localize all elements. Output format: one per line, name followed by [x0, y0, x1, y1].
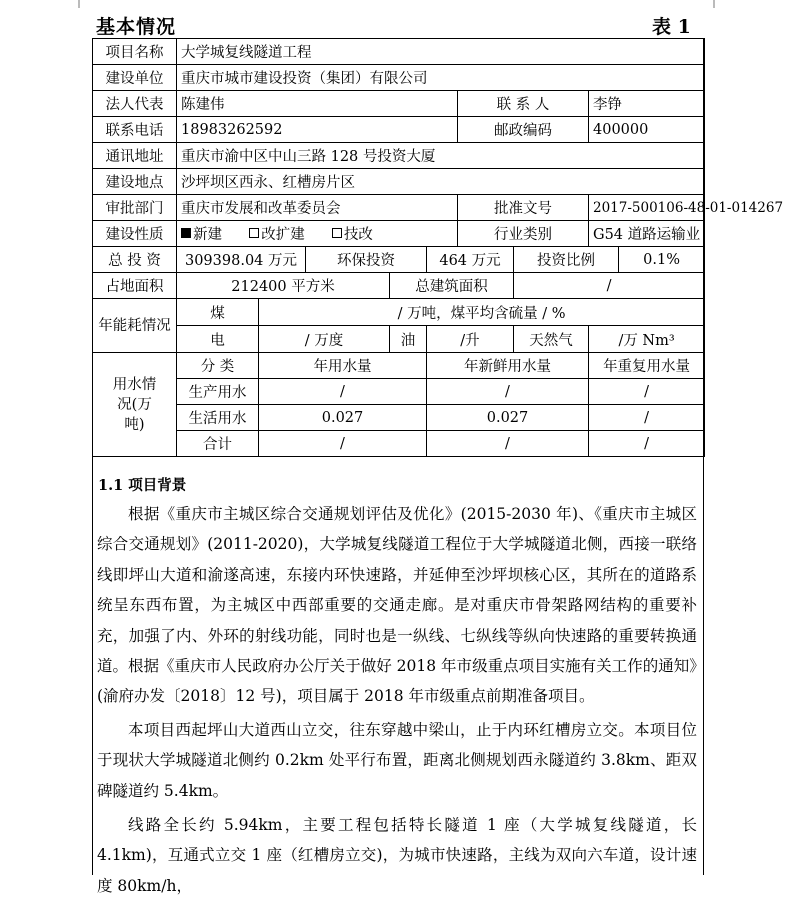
label-invest-ratio: 投资比例	[514, 247, 619, 273]
value-nature	[177, 221, 458, 247]
label-industry: 行业类别	[458, 221, 589, 247]
value-floor: /	[514, 273, 705, 299]
value-project-name: 大学城复线隧道工程	[177, 39, 705, 65]
label-gas: 天然气	[514, 326, 589, 353]
label-floor: 总建筑面积	[390, 273, 514, 299]
label-land: 占地面积	[93, 273, 177, 299]
table-row	[93, 169, 705, 195]
label-oil: 油	[390, 326, 427, 353]
table-row	[93, 353, 705, 379]
value-builder: 重庆市城市建设投资（集团）有限公司	[177, 65, 705, 91]
value-contact: 李铮	[589, 91, 705, 117]
water-cell: /	[427, 431, 589, 457]
table-row	[93, 143, 705, 169]
water-row-label: 生产用水	[177, 379, 259, 405]
label-contact: 联 系 人	[458, 91, 589, 117]
value-address: 重庆市渝中区中山三路 128 号投资大厦	[177, 143, 705, 169]
label-address: 通讯地址	[93, 143, 177, 169]
value-phone: 18983262592	[177, 117, 458, 143]
paragraph: 线路全长约 5.94km，主要工程包括特长隧道 1 座（大学城复线隧道，长 4.1km)，互通式立交 1 座（红槽房立交)，为城市快速路，主线为双向六车道，设计速度 80km/h，	[97, 816, 697, 895]
label-nature: 建设性质	[93, 221, 177, 247]
table-row	[93, 39, 705, 65]
water-cell: /	[427, 379, 589, 405]
value-env-invest: 464 万元	[427, 247, 514, 273]
water-cell: /	[589, 431, 705, 457]
nature-new: 新建	[193, 227, 222, 243]
water-head-reuse: 年重复用水量	[589, 353, 705, 379]
value-land: 212400 平方米	[177, 273, 390, 299]
table-row	[93, 405, 705, 431]
nature-tech: 技改	[343, 227, 373, 243]
checkbox-checked-icon	[181, 228, 191, 238]
water-head-fresh: 年新鲜用水量	[427, 353, 589, 379]
value-legal-rep: 陈建伟	[177, 91, 458, 117]
label-energy: 年能耗情况	[93, 299, 177, 353]
table-row	[93, 326, 705, 353]
table-number: 表 1	[652, 16, 691, 38]
table-row	[93, 91, 705, 117]
nature-expand: 改扩建	[261, 227, 305, 243]
value-approval-no: 2017-500106-48-01-014267	[589, 195, 705, 221]
water-cell: /	[589, 379, 705, 405]
value-gas: /万 Nm³	[589, 326, 705, 353]
paragraph: 根据《重庆市主城区综合交通规划评估及优化》(2015-2030 年)、《重庆市主城区综合交通规划》(2011-2020)，大学城复线隧道工程位于大学城隧道北侧，西接一联络线即坪山大道和渝遂高速，东接内环快速路，并延伸至沙坪坝核心区，其所在的道路系统呈东西布置，为主城区中西部重要的交通走廊。是对重庆市骨架路网结构的重要补充，加强了内、外环的射线功能，同时也是一纵线、七纵线等纵向快速路的重要转换通道。根据《重庆市人民政府办公厅关于做好 2018 年市级重点项目实施有关工作的通知》(渝府办发〔2018〕12 号)，项目属于 2018 年市级重点前期准备项目。	[97, 505, 697, 706]
section-heading: 1.1 项目背景	[98, 477, 187, 494]
margin-mark-left	[78, 0, 80, 8]
label-approval-dept: 审批部门	[93, 195, 177, 221]
margin-mark-right	[713, 0, 715, 8]
table-row	[93, 379, 705, 405]
value-postcode: 400000	[589, 117, 705, 143]
label-site: 建设地点	[93, 169, 177, 195]
water-head-category: 分 类	[177, 353, 259, 379]
table-row	[93, 221, 705, 247]
label-water: 用水情况(万吨)	[93, 353, 177, 457]
water-head-annual: 年用水量	[259, 353, 427, 379]
value-invest-ratio: 0.1%	[619, 247, 705, 273]
table-row	[93, 273, 705, 299]
label-builder: 建设单位	[93, 65, 177, 91]
table-row	[93, 431, 705, 457]
label-approval-no: 批准文号	[458, 195, 589, 221]
label-elec: 电	[177, 326, 259, 353]
value-oil: /升	[427, 326, 514, 353]
value-approval-dept: 重庆市发展和改革委员会	[177, 195, 458, 221]
value-invest: 309398.04 万元	[177, 247, 306, 273]
label-postcode: 邮政编码	[458, 117, 589, 143]
table-row	[93, 299, 705, 326]
value-industry: G54 道路运输业	[589, 221, 705, 247]
water-cell: 0.027	[427, 405, 589, 431]
table-row	[93, 117, 705, 143]
label-coal: 煤	[177, 299, 259, 326]
page-title: 基本情况	[96, 16, 177, 38]
label-project-name: 项目名称	[93, 39, 177, 65]
water-cell: /	[259, 431, 427, 457]
label-phone: 联系电话	[93, 117, 177, 143]
paragraph: 本项目西起坪山大道西山立交，往东穿越中梁山，止于内环红槽房立交。本项目位于现状大学城隧道北侧约 0.2km 处平行布置，距离北侧规划西永隧道约 3.8km、距双碑隧道约 5.4km。	[97, 721, 697, 800]
table-row	[93, 65, 705, 91]
table-row	[93, 195, 705, 221]
value-coal: / 万吨，煤平均含硫量 / %	[259, 299, 705, 326]
water-row-label: 生活用水	[177, 405, 259, 431]
value-elec: / 万度	[259, 326, 390, 353]
checkbox-empty-icon	[249, 228, 259, 238]
value-site: 沙坪坝区西永、红槽房片区	[177, 169, 705, 195]
label-invest: 总 投 资	[93, 247, 177, 273]
water-cell: /	[589, 405, 705, 431]
label-legal-rep: 法人代表	[93, 91, 177, 117]
water-cell: 0.027	[259, 405, 427, 431]
water-row-label: 合计	[177, 431, 259, 457]
checkbox-empty-icon	[332, 228, 342, 238]
table-row	[93, 247, 705, 273]
water-cell: /	[259, 379, 427, 405]
basic-info-table	[92, 38, 784, 457]
label-env-invest: 环保投资	[306, 247, 427, 273]
